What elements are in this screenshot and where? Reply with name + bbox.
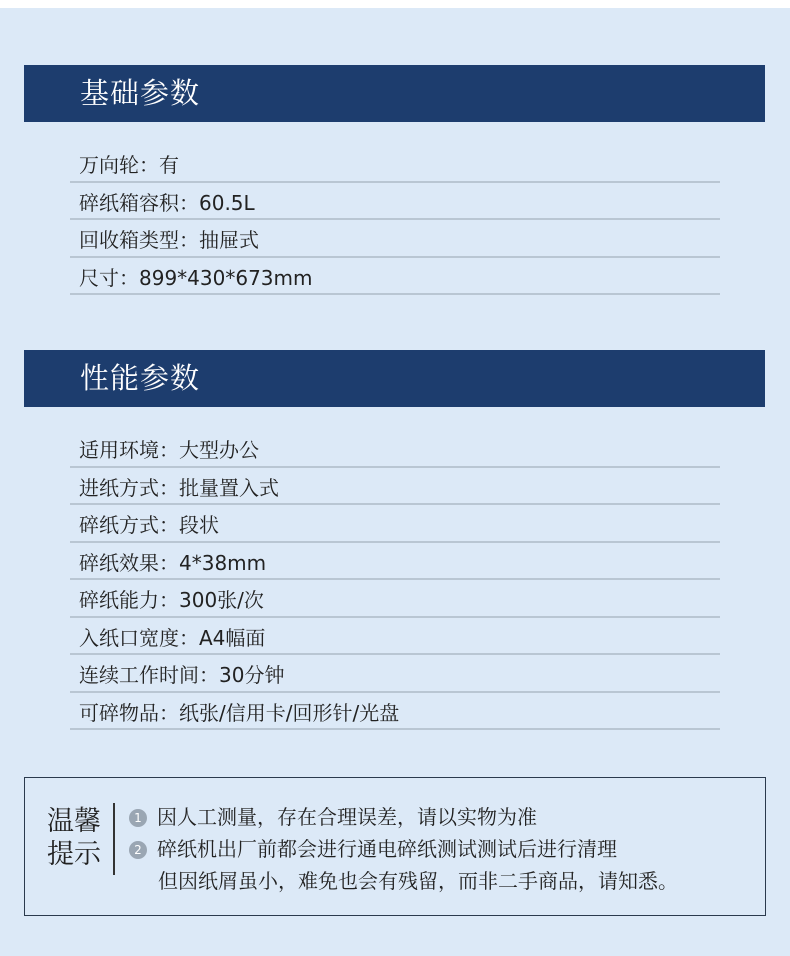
performance-params-list	[70, 430, 720, 730]
param-row-feed-width: 入纸口宽度：A4幅面	[70, 618, 720, 656]
param-row-caster: 万向轮：有	[70, 145, 720, 183]
basic-params-header: 基础参数	[24, 65, 765, 122]
param-row-runtime: 连续工作时间：30分钟	[70, 655, 720, 693]
notice-title: 温馨提示	[47, 806, 101, 870]
param-row-feed-method: 进纸方式：批量置入式	[70, 468, 720, 506]
param-row-shreddable-items: 可碎物品：纸张/信用卡/回形针/光盘	[70, 693, 720, 731]
param-row-dimensions: 尺寸：899*430*673mm	[70, 258, 720, 296]
notice-continuation: 但因纸屑虽小，难免也会有残留，而非二手商品，请知悉。	[158, 869, 678, 893]
param-row-bin-type: 回收箱类型：抽屉式	[70, 220, 720, 258]
notice-item-2	[129, 835, 617, 863]
number-2-icon: 2	[129, 841, 147, 859]
param-row-shred-size: 碎纸效果：4*38mm	[70, 543, 720, 581]
notice-divider	[113, 803, 115, 875]
notice-box	[24, 777, 766, 916]
top-strip	[0, 0, 790, 8]
basic-params-list	[70, 145, 720, 295]
notice-item-2-text: 碎纸机出厂前都会进行通电碎纸测试测试后进行清理	[157, 837, 617, 861]
param-row-bin-volume: 碎纸箱容积：60.5L	[70, 183, 720, 221]
performance-params-header: 性能参数	[24, 350, 765, 407]
notice-item-1	[129, 803, 537, 831]
notice-item-1-text: 因人工测量，存在合理误差，请以实物为准	[157, 805, 537, 829]
number-1-icon: 1	[129, 809, 147, 827]
param-row-capacity: 碎纸能力：300张/次	[70, 580, 720, 618]
param-row-environment: 适用环境：大型办公	[70, 430, 720, 468]
param-row-shred-style: 碎纸方式：段状	[70, 505, 720, 543]
